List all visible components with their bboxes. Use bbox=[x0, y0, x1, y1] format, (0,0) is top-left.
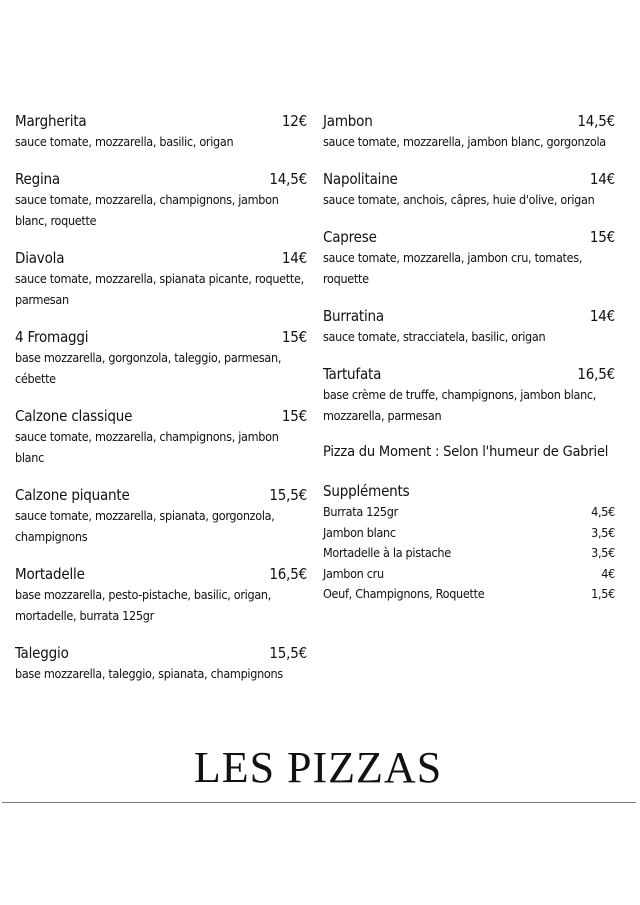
item-name: Diavola bbox=[15, 249, 65, 267]
supplement-name: Oeuf, Champignons, Roquette bbox=[323, 586, 485, 601]
item-description: sauce tomate, mozzarella, champignons, jambon blanc, roquette bbox=[15, 192, 279, 228]
item-description: base mozzarella, gorgonzola, taleggio, parmesan, cébette bbox=[15, 350, 282, 386]
supplement-price: 4€ bbox=[601, 565, 615, 581]
item-price: 15,5€ bbox=[269, 486, 307, 504]
item-price: 14€ bbox=[589, 170, 615, 188]
menu-item bbox=[15, 112, 307, 152]
menu-item bbox=[323, 307, 615, 347]
item-description: base mozzarella, taleggio, spianata, champignons bbox=[15, 666, 283, 681]
supplement-price: 4,5€ bbox=[591, 504, 615, 519]
item-price: 14€ bbox=[589, 307, 615, 325]
supplement-price: 3,5€ bbox=[591, 524, 615, 540]
supplement-row bbox=[323, 523, 615, 544]
item-price: 15€ bbox=[281, 328, 307, 346]
item-name: Tartufata bbox=[323, 365, 382, 383]
supplement-price: 3,5€ bbox=[591, 545, 615, 560]
item-name: 4 Fromaggi bbox=[15, 328, 89, 346]
item-price: 16,5€ bbox=[269, 565, 307, 583]
item-name: Burratina bbox=[323, 307, 384, 325]
item-name: Napolitaine bbox=[323, 170, 398, 188]
menu-item bbox=[15, 565, 307, 626]
item-description: sauce tomate, anchois, câpres, huie d'olive, origan bbox=[323, 192, 595, 207]
item-name: Regina bbox=[15, 170, 60, 188]
item-description: sauce tomate, mozzarella, spianata, gorgonzola, champignons bbox=[15, 508, 275, 544]
item-description: sauce tomate, mozzarella, jambon cru, tomates, roquette bbox=[323, 250, 583, 286]
menu-item bbox=[323, 228, 615, 289]
item-name: Calzone piquante bbox=[15, 486, 130, 504]
supplement-row bbox=[323, 543, 615, 564]
item-name: Margherita bbox=[15, 112, 87, 130]
item-description: sauce tomate, stracciatela, basilic, origan bbox=[323, 329, 546, 344]
supplement-price: 1,5€ bbox=[591, 586, 615, 601]
item-price: 15€ bbox=[281, 407, 307, 425]
menu-item bbox=[15, 249, 307, 310]
menu-item bbox=[15, 486, 307, 547]
item-price: 14€ bbox=[281, 249, 307, 267]
menu-item bbox=[323, 112, 615, 152]
item-price: 16,5€ bbox=[577, 365, 615, 383]
item-description: sauce tomate, mozzarella, champignons, jambon blanc bbox=[15, 429, 279, 465]
item-description: sauce tomate, mozzarella, basilic, origan bbox=[15, 134, 234, 149]
menu-item bbox=[323, 170, 615, 210]
menu-item bbox=[15, 644, 307, 684]
page-title: LES PIZZAS bbox=[193, 743, 443, 792]
supplements-section bbox=[323, 482, 615, 605]
item-description: sauce tomate, mozzarella, jambon blanc, gorgonzola bbox=[323, 134, 606, 149]
supplement-row bbox=[323, 502, 615, 523]
item-price: 14,5€ bbox=[269, 170, 307, 188]
item-price: 15€ bbox=[589, 228, 615, 246]
divider bbox=[2, 802, 636, 803]
menu-column-left bbox=[15, 112, 307, 702]
item-name: Caprese bbox=[323, 228, 377, 246]
item-name: Mortadelle bbox=[15, 565, 85, 583]
item-price: 15,5€ bbox=[269, 644, 307, 662]
supplement-name: Burrata 125gr bbox=[323, 504, 398, 519]
item-price: 14,5€ bbox=[577, 112, 615, 130]
item-description: base mozzarella, pesto-pistache, basilic, origan, mortadelle, burrata 125gr bbox=[15, 587, 272, 623]
supplement-row bbox=[323, 564, 615, 585]
item-price: 12€ bbox=[281, 112, 307, 130]
supplement-name: Mortadelle à la pistache bbox=[323, 545, 451, 560]
menu-item bbox=[15, 170, 307, 231]
menu-item bbox=[15, 328, 307, 389]
supplement-row bbox=[323, 584, 615, 605]
menu-item bbox=[323, 365, 615, 426]
pizza-du-moment: Pizza du Moment : Selon l'humeur de Gabriel bbox=[323, 444, 609, 460]
supplement-name: Jambon blanc bbox=[323, 524, 396, 540]
item-name: Calzone classique bbox=[15, 407, 133, 425]
menu-item bbox=[15, 407, 307, 468]
item-name: Jambon bbox=[323, 112, 373, 130]
menu-column-right bbox=[323, 112, 615, 605]
item-description: sauce tomate, mozzarella, spianata picante, roquette, parmesan bbox=[15, 271, 304, 307]
item-name: Taleggio bbox=[15, 644, 69, 662]
item-description: base crème de truffe, champignons, jambon blanc, mozzarella, parmesan bbox=[323, 387, 597, 423]
supplements-title: Suppléments bbox=[323, 482, 410, 500]
supplement-name: Jambon cru bbox=[323, 565, 384, 581]
